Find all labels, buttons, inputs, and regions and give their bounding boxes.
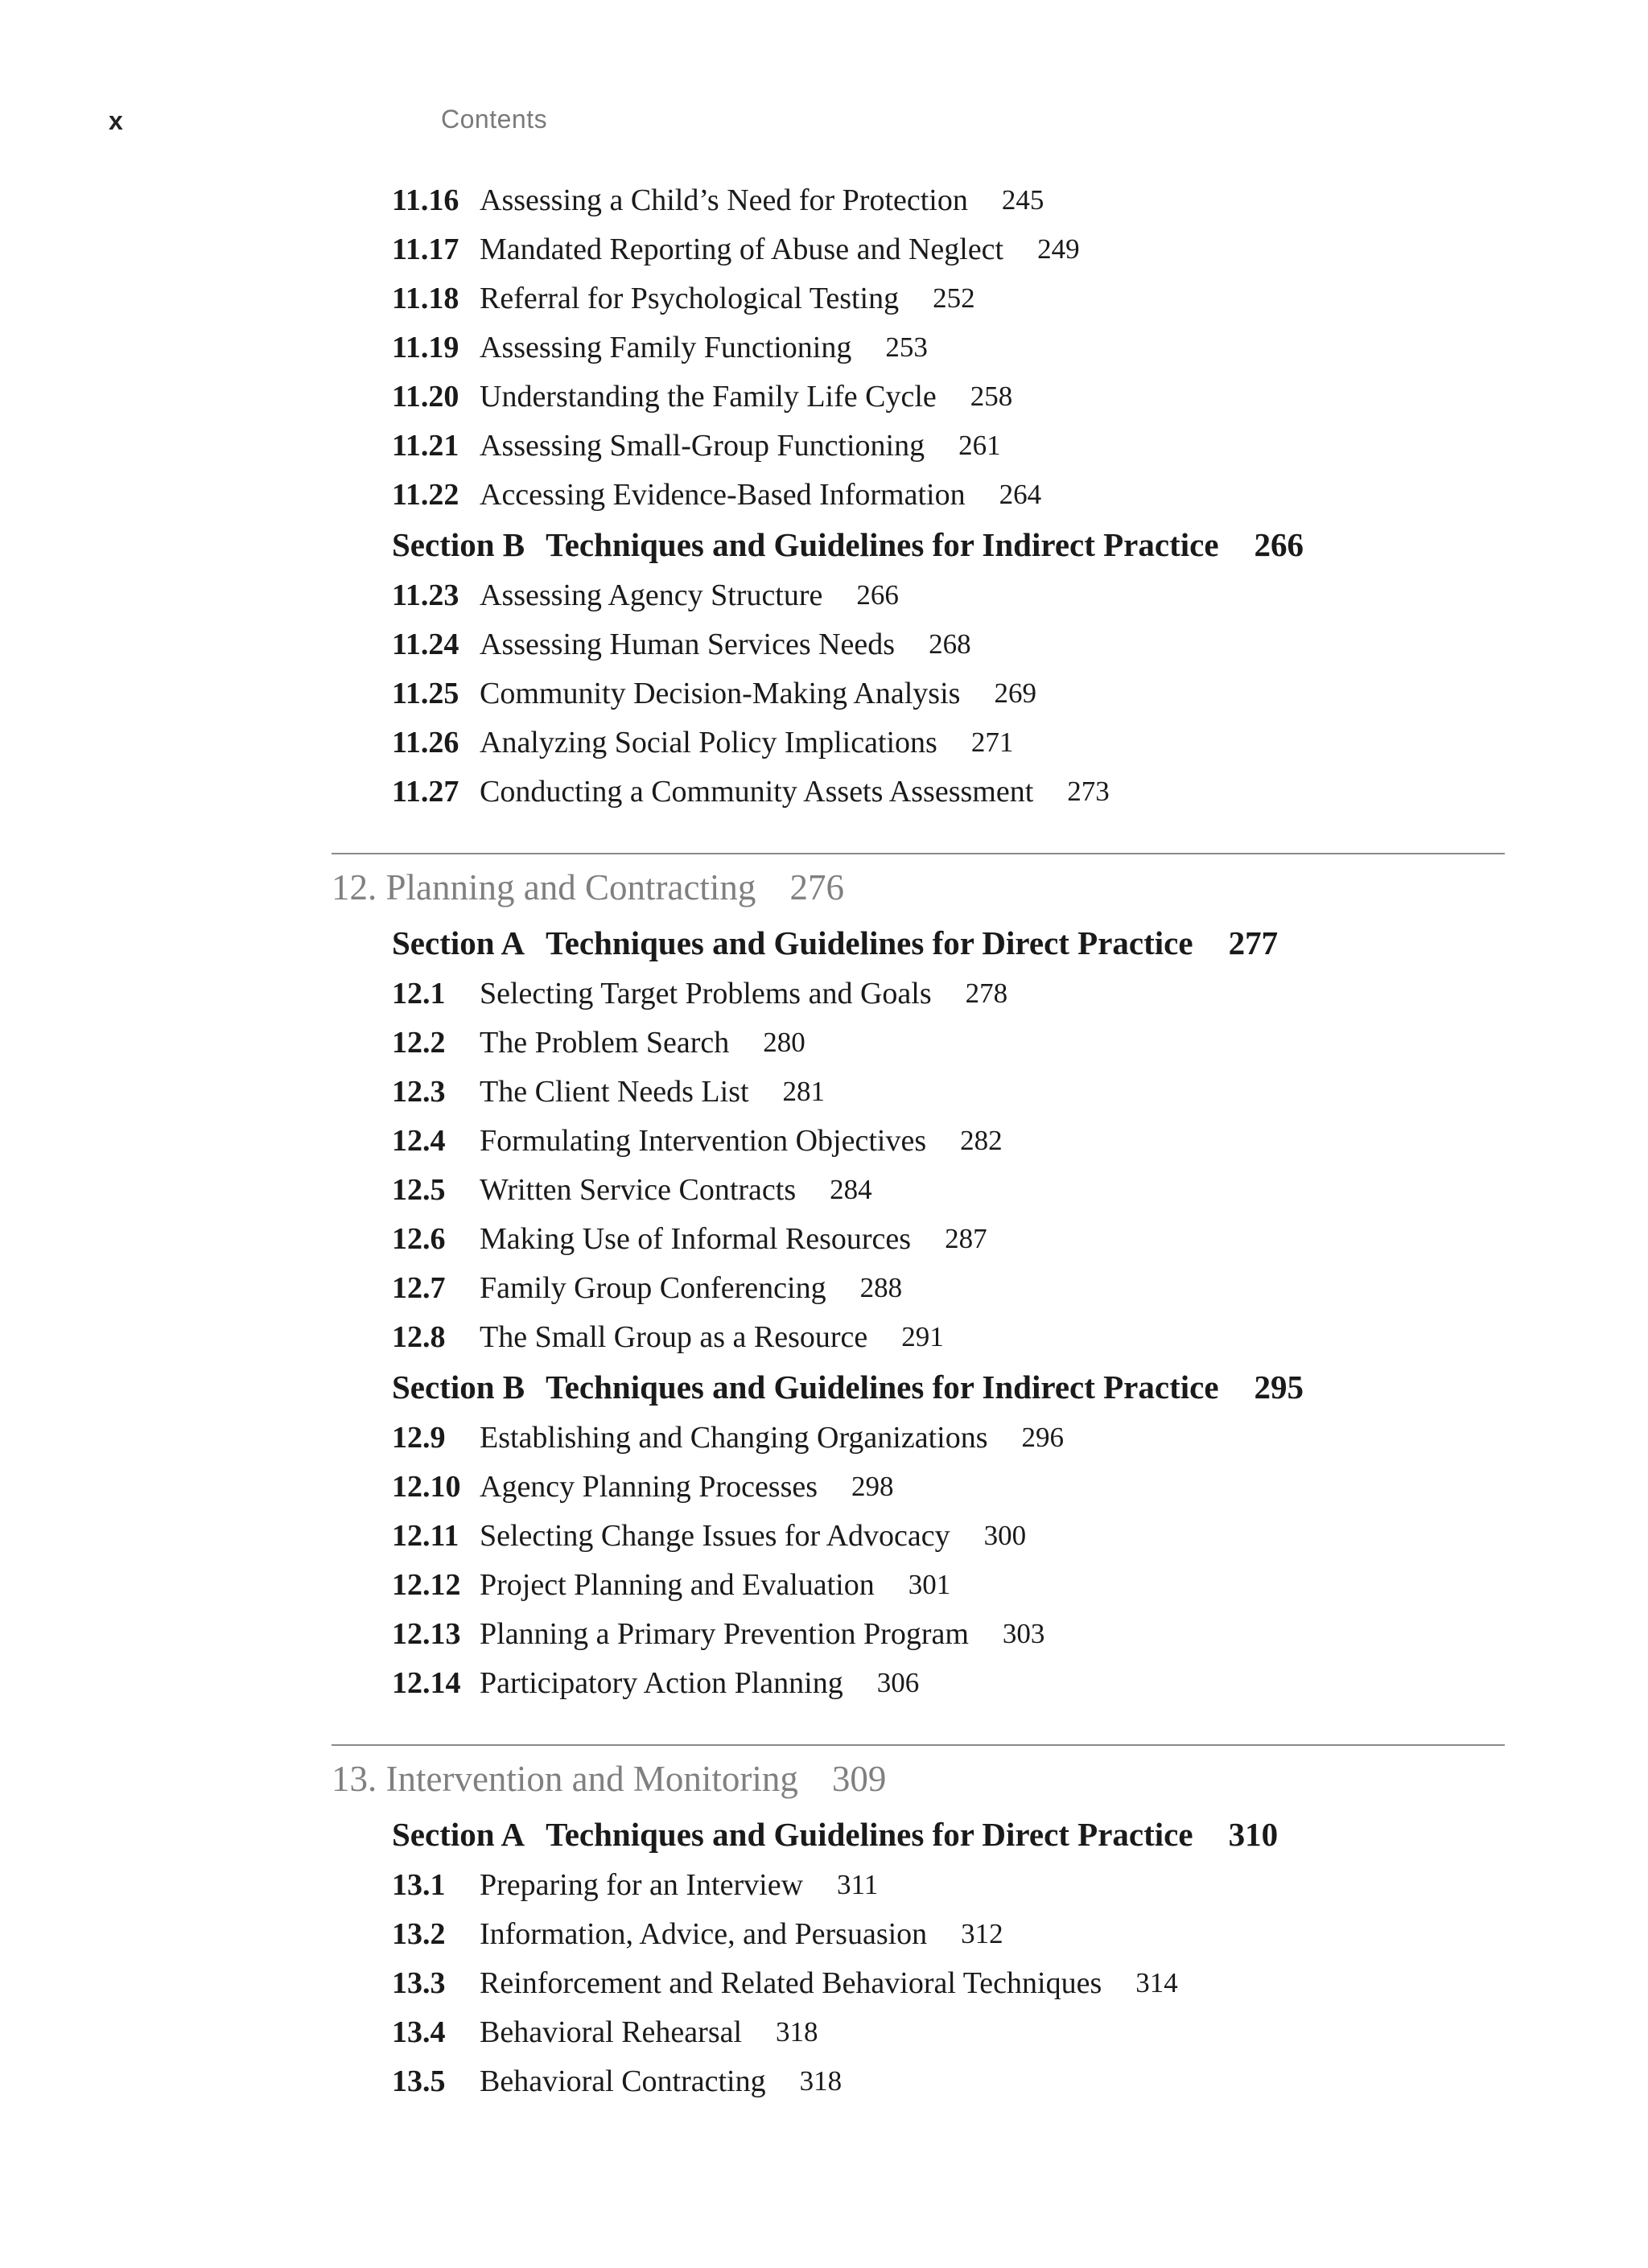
toc-entry[interactable] [0, 1958, 1648, 2007]
chapter-title: 13. Intervention and Monitoring [332, 1759, 798, 1799]
page-number: 287 [945, 1222, 987, 1254]
section-label: Section A [392, 1816, 525, 1853]
page-number: 318 [776, 2015, 818, 2048]
entry-title: Information, Advice, and Persuasion [480, 1916, 928, 1951]
toc-entry[interactable] [0, 2056, 1648, 2105]
entry-title: The Client Needs List [480, 1074, 749, 1109]
ch12-entries-a [0, 969, 1648, 1361]
entry-title: Selecting Target Problems and Goals [480, 976, 932, 1011]
entry-number: 12.11 [392, 1518, 459, 1553]
page-number: 278 [965, 977, 1008, 1009]
ch13-entries-a [0, 1860, 1648, 2105]
toc-entry[interactable] [0, 969, 1648, 1018]
toc-entry[interactable] [0, 767, 1648, 816]
section-label: Section B [392, 1369, 525, 1406]
ch13-section-a [0, 1809, 1648, 1860]
page-number: 273 [1067, 775, 1110, 807]
entry-title: Written Service Contracts [480, 1172, 797, 1207]
ch11-entries-b [0, 570, 1648, 816]
toc-entry[interactable] [0, 718, 1648, 767]
entry-number: 11.21 [392, 428, 459, 463]
entry-number: 11.23 [392, 578, 459, 612]
toc-entry[interactable] [0, 1560, 1648, 1609]
page-number: 261 [958, 429, 1001, 461]
page-number: 266 [856, 578, 899, 611]
page-number: 264 [999, 478, 1042, 510]
entry-title: Planning a Primary Prevention Program [480, 1616, 969, 1651]
section-heading[interactable] [0, 1809, 1648, 1860]
entry-title: Selecting Change Issues for Advocacy [480, 1518, 950, 1553]
entry-number: 13.3 [392, 1965, 446, 2000]
entry-title: Community Decision-Making Analysis [480, 676, 961, 710]
entry-number: 11.25 [392, 676, 459, 710]
page-number: 280 [763, 1026, 805, 1058]
entry-title: Understanding the Family Life Cycle [480, 379, 937, 414]
entry-title: Analyzing Social Policy Implications [480, 725, 937, 759]
toc-entry[interactable] [0, 1116, 1648, 1165]
entry-title: The Small Group as a Resource [480, 1319, 868, 1354]
ch12-section-b [0, 1361, 1648, 1413]
entry-title: Conducting a Community Assets Assessment [480, 774, 1034, 809]
entry-number: 11.20 [392, 379, 459, 414]
toc-entry[interactable] [0, 1263, 1648, 1312]
page-number: 271 [970, 726, 1014, 758]
page-number: 282 [960, 1124, 1003, 1156]
entry-number: 11.16 [392, 183, 459, 217]
page-number: 277 [1228, 924, 1279, 961]
page-number: 296 [1021, 1421, 1064, 1453]
toc-entry[interactable] [0, 669, 1648, 718]
entry-title: Assessing Family Functioning [480, 330, 852, 364]
page-number: 318 [799, 2064, 843, 2097]
entry-title: The Problem Search [480, 1025, 730, 1060]
entry-number: 12.4 [392, 1123, 446, 1158]
page-number: 310 [1228, 1816, 1279, 1853]
entry-number: 11.18 [392, 281, 459, 315]
ch12-section-a [0, 917, 1648, 969]
entry-title: Assessing Small-Group Functioning [480, 428, 925, 463]
toc-entry[interactable] [0, 274, 1648, 323]
page-number: 303 [1002, 1617, 1045, 1649]
entry-title: Preparing for an Interview [480, 1867, 804, 1902]
toc-entry[interactable] [0, 1860, 1648, 1909]
chapter-heading-13[interactable] [332, 1758, 886, 1800]
section-title: Techniques and Guidelines for Direct Practice [546, 1816, 1193, 1853]
entry-number: 12.14 [392, 1665, 461, 1700]
page-number: 306 [876, 1666, 920, 1698]
entry-number: 11.26 [392, 725, 459, 759]
entry-number: 12.12 [392, 1567, 461, 1602]
entry-title: Assessing a Child’s Need for Protection [480, 183, 968, 217]
entry-title: Participatory Action Planning [480, 1665, 843, 1700]
chapter-title: 12. Planning and Contracting [332, 867, 756, 908]
page-number: 253 [885, 331, 928, 363]
toc-entry[interactable] [0, 570, 1648, 619]
entry-title: Referral for Psychological Testing [480, 281, 900, 315]
entry-title: Establishing and Changing Organizations [480, 1420, 988, 1455]
ch11-entries-a [0, 175, 1648, 519]
toc-entry[interactable] [0, 1214, 1648, 1263]
page-number: 298 [851, 1470, 894, 1502]
page-number: 252 [933, 282, 975, 314]
entry-number: 12.7 [392, 1270, 446, 1305]
section-label: Section A [392, 924, 525, 961]
toc-entry[interactable] [0, 1413, 1648, 1462]
entry-number: 11.24 [392, 627, 459, 661]
section-title: Techniques and Guidelines for Indirect Practice [546, 1369, 1219, 1406]
toc-entry[interactable] [0, 421, 1648, 470]
toc-entry[interactable] [0, 1312, 1648, 1361]
page-number: 288 [859, 1271, 903, 1303]
toc-entry[interactable] [0, 619, 1648, 669]
page-number: 258 [970, 380, 1013, 412]
entry-title: Formulating Intervention Objectives [480, 1123, 927, 1158]
section-title: Techniques and Guidelines for Indirect Practice [546, 526, 1219, 563]
toc-entry[interactable] [0, 372, 1648, 421]
page-number: 249 [1037, 233, 1080, 265]
section-title: Techniques and Guidelines for Direct Practice [546, 924, 1193, 961]
page-number: 309 [831, 1759, 887, 1799]
toc-entry[interactable] [0, 175, 1648, 224]
chapter-heading-12[interactable] [332, 866, 844, 908]
toc-entry[interactable] [0, 224, 1648, 274]
page-number: 291 [901, 1320, 944, 1352]
entry-title: Behavioral Rehearsal [480, 2015, 743, 2049]
toc-entry[interactable] [0, 1165, 1648, 1214]
entry-number: 12.10 [392, 1469, 461, 1504]
entry-number: 12.3 [392, 1074, 446, 1109]
page-number: 300 [983, 1519, 1027, 1551]
toc-entry[interactable] [0, 1067, 1648, 1116]
folio: x [109, 106, 123, 135]
entry-number: 12.2 [392, 1025, 446, 1060]
entry-number: 11.22 [392, 477, 459, 512]
entry-number: 12.5 [392, 1172, 446, 1207]
entry-number: 13.5 [392, 2064, 446, 2098]
toc-entry[interactable] [0, 1609, 1648, 1658]
entry-number: 12.8 [392, 1319, 446, 1354]
page-number: 284 [830, 1173, 872, 1205]
entry-number: 12.13 [392, 1616, 461, 1651]
toc-entry[interactable] [0, 1909, 1648, 1958]
page-number: 312 [961, 1917, 1003, 1949]
entry-number: 12.1 [392, 976, 446, 1011]
toc-entry[interactable] [0, 2007, 1648, 2056]
entry-number: 13.4 [392, 2015, 446, 2049]
entry-title: Family Group Conferencing [480, 1270, 826, 1305]
section-heading[interactable] [0, 519, 1648, 570]
entry-number: 11.19 [392, 330, 459, 364]
ch11-section-b [0, 519, 1648, 570]
ch12-entries-b [0, 1413, 1648, 1707]
page-number: 268 [929, 628, 971, 660]
entry-number: 11.17 [392, 232, 459, 266]
chapter-divider [332, 853, 1505, 854]
toc-entry[interactable] [0, 323, 1648, 372]
entry-title: Reinforcement and Related Behavioral Techniques [480, 1965, 1102, 2000]
page-number: 295 [1254, 1369, 1304, 1406]
entry-title: Behavioral Contracting [480, 2064, 766, 2098]
running-head: Contents [441, 105, 548, 134]
entry-number: 13.1 [392, 1867, 446, 1902]
page-number: 301 [908, 1568, 951, 1600]
toc-entry[interactable] [0, 1462, 1648, 1511]
page-number: 311 [837, 1868, 879, 1900]
entry-title: Agency Planning Processes [480, 1469, 818, 1504]
page-number: 276 [789, 867, 844, 908]
page-number: 281 [782, 1075, 826, 1107]
toc-entry[interactable] [0, 1658, 1648, 1707]
entry-title: Accessing Evidence-Based Information [480, 477, 966, 512]
entry-title: Project Planning and Evaluation [480, 1567, 875, 1602]
entry-number: 13.2 [392, 1916, 446, 1951]
page-number: 266 [1254, 526, 1304, 563]
page-number: 314 [1135, 1966, 1178, 1998]
entry-title: Mandated Reporting of Abuse and Neglect [480, 232, 1004, 266]
section-heading[interactable] [0, 917, 1648, 969]
entry-number: 12.9 [392, 1420, 446, 1455]
entry-title: Making Use of Informal Resources [480, 1221, 912, 1256]
toc-entry[interactable] [0, 1511, 1648, 1560]
entry-title: Assessing Agency Structure [480, 578, 823, 612]
toc-entry[interactable] [0, 1018, 1648, 1067]
entry-number: 11.27 [392, 774, 459, 809]
section-label: Section B [392, 526, 525, 563]
section-heading[interactable] [0, 1361, 1648, 1413]
toc-entry[interactable] [0, 470, 1648, 519]
page-number: 245 [1001, 183, 1044, 216]
page-number: 269 [994, 677, 1036, 709]
entry-number: 12.6 [392, 1221, 446, 1256]
chapter-divider [332, 1744, 1505, 1746]
entry-title: Assessing Human Services Needs [480, 627, 896, 661]
